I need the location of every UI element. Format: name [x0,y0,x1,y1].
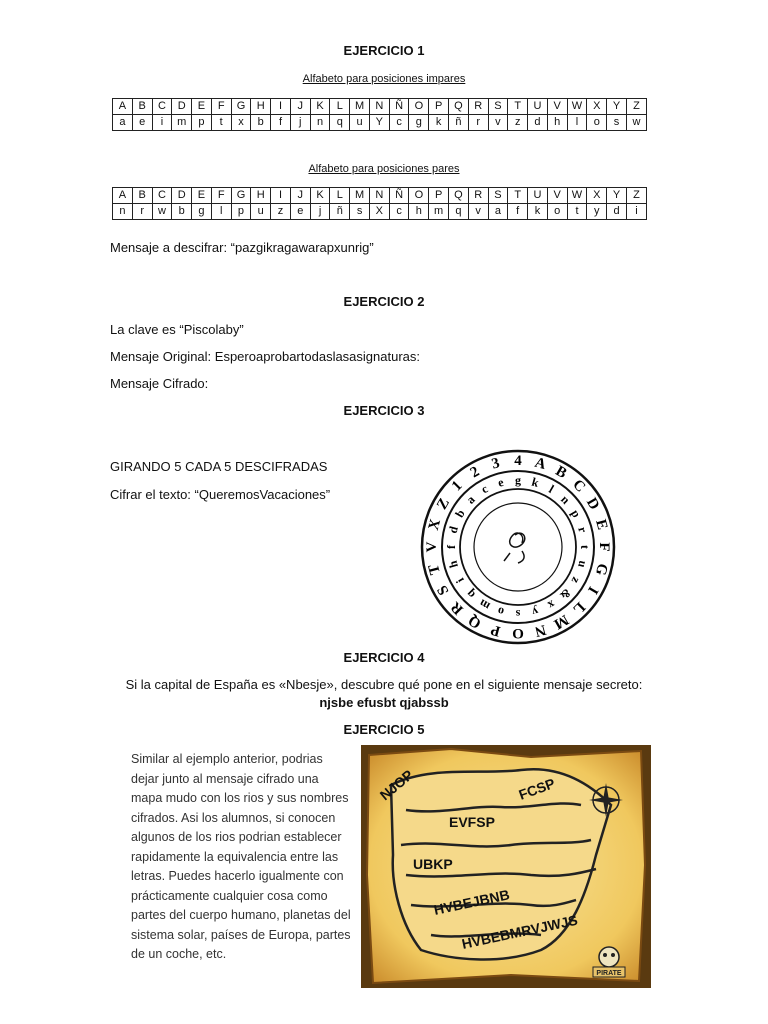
ex2-key: La clave es “Piscolaby” [110,322,244,337]
odd-cipher-cell: w [626,115,646,131]
wheel-outer-letter: X [425,517,445,533]
wheel-inner-letter: c [478,481,491,497]
even-alphabet-cipher-row [113,204,647,220]
even-cipher-cell: f [508,204,528,220]
even-plain-cell: E [192,188,212,204]
even-cipher-cell: z [271,204,291,220]
even-plain-cell: F [211,188,231,204]
even-plain-cell: D [172,188,192,204]
wheel-inner-letter: m [476,596,493,614]
exercise-4-heading: EJERCICIO 4 [343,650,425,665]
even-cipher-cell: c [389,204,409,220]
wheel-inner-letter: z [568,574,584,587]
even-plain-cell: J [290,188,310,204]
odd-plain-cell: Ñ [389,99,409,115]
odd-alphabet-title: Alfabeto para posiciones impares [302,73,466,85]
ex1-message: Mensaje a descifrar: “pazgikragawarapxunrig” [110,240,374,255]
wheel-outer-letter: M [550,611,572,632]
wheel-outer-letter: P [489,621,503,640]
even-alphabet-title: Alfabeto para posiciones pares [308,163,460,175]
even-plain-cell: X [587,188,607,204]
even-cipher-cell: e [290,204,310,220]
odd-plain-cell: F [211,99,231,115]
odd-cipher-cell: k [429,115,449,131]
odd-cipher-cell: l [567,115,587,131]
wheel-outer-letter: L [569,598,588,617]
odd-cipher-cell: i [152,115,172,131]
odd-cipher-cell: n [310,115,330,131]
even-plain-cell: O [409,188,429,204]
even-plain-cell: A [113,188,133,204]
wheel-outer-letter: V [424,541,440,553]
wheel-outer-letter: S [434,582,453,598]
wheel-inner-letter: f [444,545,458,549]
even-cipher-cell: ñ [330,204,350,220]
odd-cipher-cell: d [528,115,548,131]
even-plain-cell: U [528,188,548,204]
odd-plain-cell: H [251,99,271,115]
exercise-5-heading: EJERCICIO 5 [343,722,425,737]
even-plain-cell: B [132,188,152,204]
even-cipher-cell: r [132,204,152,220]
wheel-inner-letter: & [556,585,574,603]
odd-cipher-cell: Y [369,115,389,131]
odd-cipher-cell: r [468,115,488,131]
wheel-inner-letter: t [578,545,592,549]
wheel-inner-letter: k [530,474,541,490]
odd-cipher-cell: c [389,115,409,131]
wheel-outer-letter: D [582,495,603,513]
wheel-inner-letter: h [445,559,461,570]
wheel-inner-letter: d [445,524,461,535]
wheel-outer-letter: N [532,620,548,640]
odd-cipher-cell: m [172,115,192,131]
odd-cipher-cell: v [488,115,508,131]
even-cipher-cell: o [547,204,567,220]
even-cipher-cell: k [528,204,548,220]
odd-plain-cell: W [567,99,587,115]
wheel-outer-letter: O [512,625,524,641]
map-label-5: HVBEJBNB [432,886,511,918]
wheel-inner-letter: y [530,604,541,620]
even-plain-cell: C [152,188,172,204]
odd-plain-cell: G [231,99,251,115]
ex5-explanation: Similar al ejemplo anterior, podrias dejar junto al mensaje cifrado una mapa mudo con los rios y sus nombres cifrados. Asi los alumnos, si conocen algunos de los rios podrian establecer rapidamente la equivalencia entre las letras. Puedes hacerlo igualmente con prácticamente cualquier cosa como partes del cuerpo humano, planetas del sistema solar, países de Europa, partes de un coche, etc. [131,752,351,961]
odd-cipher-cell: s [607,115,627,131]
even-plain-cell: Y [607,188,627,204]
wheel-inner-letter: n [558,492,573,507]
even-cipher-cell: b [172,204,192,220]
even-cipher-cell: i [626,204,646,220]
wheel-inner-letter: e [496,474,506,490]
even-cipher-cell: d [607,204,627,220]
even-plain-cell: L [330,188,350,204]
odd-plain-cell: I [271,99,291,115]
odd-cipher-cell: j [290,115,310,131]
even-cipher-cell: u [251,204,271,220]
ex3-rule: GIRANDO 5 CADA 5 DESCIFRADAS [110,459,328,474]
even-cipher-cell: X [369,204,389,220]
even-cipher-cell: n [113,204,133,220]
exercise-3-heading: EJERCICIO 3 [343,403,425,418]
odd-plain-cell: U [528,99,548,115]
even-plain-cell: Q [449,188,469,204]
wheel-outer-letter: C [569,476,589,496]
ex4-prompt: Si la capital de España es «Nbesje», descubre qué pone en el siguiente mensaje secreto: [125,677,643,692]
odd-plain-cell: C [152,99,172,115]
even-cipher-cell: g [192,204,212,220]
odd-cipher-cell: u [350,115,370,131]
odd-cipher-cell: z [508,115,528,131]
odd-cipher-cell: e [132,115,152,131]
map-label-4: UBKP [413,856,453,872]
wheel-outer-letter: I [584,583,601,597]
odd-plain-cell: A [113,99,133,115]
odd-cipher-cell: g [409,115,429,131]
wheel-inner-letter: o [495,604,506,620]
odd-cipher-cell: p [192,115,212,131]
cipher-wheel [418,447,618,647]
odd-plain-cell: N [369,99,389,115]
even-cipher-cell: j [310,204,330,220]
wheel-inner-letter: a [463,492,478,507]
even-cipher-cell: w [152,204,172,220]
odd-plain-cell: T [508,99,528,115]
ex2-cipher: Mensaje Cifrado: [110,376,209,391]
even-plain-cell: G [231,188,251,204]
even-cipher-cell: p [231,204,251,220]
odd-alphabet-cipher-row [113,115,647,131]
wheel-outer-letter: R [447,598,467,618]
wheel-outer-letter: A [532,454,548,474]
even-plain-cell: P [429,188,449,204]
odd-cipher-cell: q [330,115,350,131]
even-cipher-cell: m [429,204,449,220]
odd-plain-cell: X [587,99,607,115]
wheel-inner-letter: s [515,607,521,621]
odd-plain-cell: S [488,99,508,115]
odd-plain-cell: K [310,99,330,115]
map-label-6: HVBEBMRVJWJS [460,911,580,952]
even-plain-cell: W [567,188,587,204]
odd-plain-cell: Y [607,99,627,115]
wheel-outer-letter: F [596,542,612,552]
ex2-original: Mensaje Original: Esperoaprobartodaslasasignaturas: [110,349,421,364]
wheel-outer-letter: 4 [514,453,522,469]
even-plain-cell: Ñ [389,188,409,204]
even-cipher-cell: v [468,204,488,220]
wheel-inner-letter: u [575,559,591,570]
treasure-map [361,745,651,988]
even-cipher-cell: a [488,204,508,220]
odd-cipher-cell: f [271,115,291,131]
wheel-outer-letter: 3 [490,455,502,473]
even-plain-cell: T [508,188,528,204]
odd-alphabet-table [112,98,647,131]
even-plain-cell: R [468,188,488,204]
map-label-2: FCSP [516,775,558,803]
wheel-outer-letter: Z [434,495,453,513]
wheel-inner-letter: i [453,575,467,586]
even-plain-cell: H [251,188,271,204]
odd-plain-cell: Z [626,99,646,115]
odd-plain-cell: B [132,99,152,115]
wheel-inner-letter: p [568,507,584,520]
wheel-inner-letter: g [515,473,521,487]
map-label-1: NJOP [376,766,417,804]
odd-cipher-cell: o [587,115,607,131]
even-cipher-cell: y [587,204,607,220]
odd-cipher-cell: ñ [449,115,469,131]
odd-plain-cell: D [172,99,192,115]
ex4-secret: njsbe efusbt qjabssb [319,695,449,710]
odd-cipher-cell: t [211,115,231,131]
exercise-1-heading: EJERCICIO 1 [343,43,425,58]
ex3-task: Cifrar el texto: “QueremosVacaciones” [110,487,331,502]
wheel-outer-letter: B [552,463,570,482]
odd-plain-cell: E [192,99,212,115]
even-cipher-cell: l [211,204,231,220]
odd-plain-cell: M [350,99,370,115]
odd-cipher-cell: a [113,115,133,131]
even-alphabet-plain-row [113,188,647,204]
even-plain-cell: K [310,188,330,204]
odd-cipher-cell: b [251,115,271,131]
wheel-pin-knot [504,533,525,563]
even-cipher-cell: s [350,204,370,220]
odd-plain-cell: J [290,99,310,115]
wheel-outer-letter: E [592,517,611,532]
wheel-inner-letter: r [575,525,591,535]
odd-plain-cell: R [468,99,488,115]
even-plain-cell: M [350,188,370,204]
odd-alphabet-plain-row [113,99,647,115]
odd-cipher-cell: h [547,115,567,131]
odd-plain-cell: V [547,99,567,115]
wheel-outer-letter: G [591,561,611,578]
even-cipher-cell: t [567,204,587,220]
even-cipher-cell: h [409,204,429,220]
wheel-outer-letter: 1 [448,477,466,495]
wheel-inner-letter: l [546,482,557,496]
wheel-outer-letter: 2 [467,463,483,482]
even-plain-cell: N [369,188,389,204]
even-plain-cell: Z [626,188,646,204]
odd-cipher-cell: x [231,115,251,131]
even-cipher-cell: q [449,204,469,220]
exercise-2-heading: EJERCICIO 2 [343,294,425,309]
even-plain-cell: V [547,188,567,204]
map-label-3: EVFSP [449,814,495,830]
wheel-inner-letter: b [452,507,468,520]
even-plain-cell: S [488,188,508,204]
wheel-inner-letter: x [545,597,558,613]
wheel-outer-letter: T [425,562,444,577]
odd-plain-cell: O [409,99,429,115]
pirate-badge-text: PIRATE [596,970,622,977]
even-plain-cell: I [271,188,291,204]
odd-plain-cell: P [429,99,449,115]
even-alphabet-table [112,187,647,220]
odd-plain-cell: Q [449,99,469,115]
odd-plain-cell: L [330,99,350,115]
wheel-outer-letter: Q [465,611,485,632]
wheel-inner-letter: q [463,587,478,602]
